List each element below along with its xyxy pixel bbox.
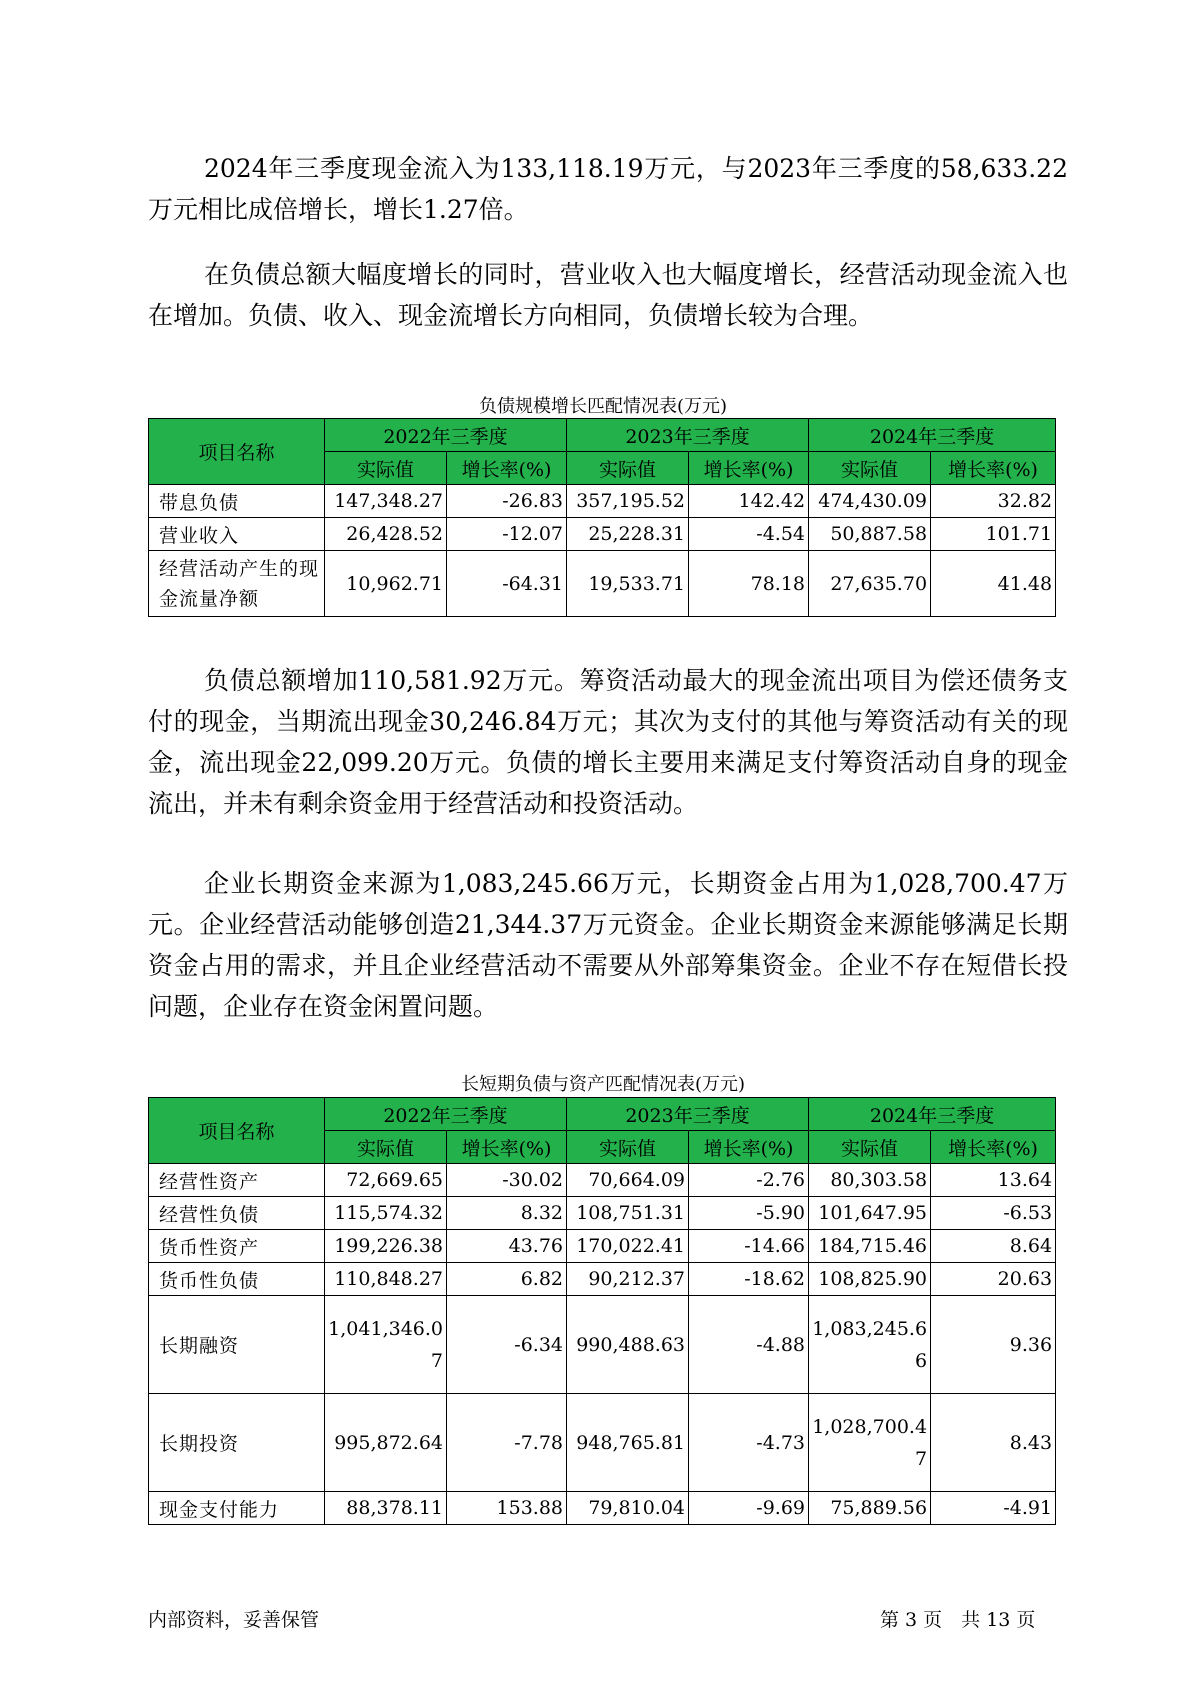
cell-value: 147,348.27 [325, 485, 447, 518]
paragraph-debt-growth: 在负债总额大幅度增长的同时，营业收入也大幅度增长，经营活动现金流入也在增加。负债、收入、现金流增长方向相同，负债增长较为合理。 [148, 260, 1068, 330]
cell-value: 50,887.58 [809, 518, 931, 551]
actual-value-header: 实际值 [567, 452, 689, 485]
cell-value: -9.69 [689, 1492, 809, 1525]
table-row [149, 1263, 1056, 1296]
cell-value: 88,378.11 [325, 1492, 447, 1525]
cell-value: 43.76 [447, 1230, 567, 1263]
cell-value: -2.76 [689, 1164, 809, 1197]
row-label: 长期融资 [149, 1296, 325, 1394]
cell-value: 20.63 [931, 1263, 1056, 1296]
table1-caption: 负债规模增长匹配情况表(万元) [478, 396, 728, 417]
cell-value: 80,303.58 [809, 1164, 931, 1197]
cell-value: 72,669.65 [325, 1164, 447, 1197]
period-header-2023: 2023年三季度 [567, 1098, 809, 1131]
growth-rate-header: 增长率(%) [689, 452, 809, 485]
cell-value: 26,428.52 [325, 518, 447, 551]
cell-value: -5.90 [689, 1197, 809, 1230]
cell-value: 1,083,245.66 [809, 1296, 931, 1394]
cell-value: 115,574.32 [325, 1197, 447, 1230]
table-row [149, 1164, 1056, 1197]
row-label: 经营性资产 [149, 1164, 325, 1197]
cell-value: -4.73 [689, 1394, 809, 1492]
cell-value: -4.88 [689, 1296, 809, 1394]
paragraph-debt-increase: 负债总额增加110,581.92万元。筹资活动最大的现金流出项目为偿还债务支付的现金，当期流出现金30,246.84万元；其次为支付的其他与筹资活动有关的现金，流出现金22,099.20万元。负债的增长主要用来满足支付筹资活动自身的现金流出，并未有剩余资金用于经营活动和投资活动。 [148, 666, 1068, 818]
actual-value-header: 实际值 [567, 1131, 689, 1164]
cell-value: -6.53 [931, 1197, 1056, 1230]
cell-value: 9.36 [931, 1296, 1056, 1394]
table-row [149, 485, 1056, 518]
cell-value: 8.64 [931, 1230, 1056, 1263]
cell-value: 70,664.09 [567, 1164, 689, 1197]
cell-value: 10,962.71 [325, 551, 447, 617]
cell-value: 142.42 [689, 485, 809, 518]
cell-value: 75,889.56 [809, 1492, 931, 1525]
cell-value: 79,810.04 [567, 1492, 689, 1525]
growth-rate-header: 增长率(%) [689, 1131, 809, 1164]
cell-value: 25,228.31 [567, 518, 689, 551]
cell-value: 199,226.38 [325, 1230, 447, 1263]
cell-value: 13.64 [931, 1164, 1056, 1197]
table-row [149, 551, 1056, 617]
cell-value: 995,872.64 [325, 1394, 447, 1492]
cell-value: 990,488.63 [567, 1296, 689, 1394]
cell-value: -4.54 [689, 518, 809, 551]
cell-value: -7.78 [447, 1394, 567, 1492]
cell-value: 8.32 [447, 1197, 567, 1230]
period-header-2022: 2022年三季度 [325, 419, 567, 452]
cell-value: 101,647.95 [809, 1197, 931, 1230]
cell-value: -12.07 [447, 518, 567, 551]
actual-value-header: 实际值 [325, 452, 447, 485]
growth-rate-header: 增长率(%) [447, 452, 567, 485]
row-label: 经营性负债 [149, 1197, 325, 1230]
cell-value: 948,765.81 [567, 1394, 689, 1492]
row-label: 长期投资 [149, 1394, 325, 1492]
long-short-match-table [148, 1097, 1056, 1525]
cell-value: -64.31 [447, 551, 567, 617]
cell-value: 108,825.90 [809, 1263, 931, 1296]
cell-value: 1,041,346.07 [325, 1296, 447, 1394]
cell-value: -30.02 [447, 1164, 567, 1197]
cell-value: 32.82 [931, 485, 1056, 518]
cell-value: 474,430.09 [809, 485, 931, 518]
row-label: 带息负债 [149, 485, 325, 518]
period-header-2024: 2024年三季度 [809, 419, 1056, 452]
cell-value: 170,022.41 [567, 1230, 689, 1263]
cell-value: 8.43 [931, 1394, 1056, 1492]
cell-value: 357,195.52 [567, 485, 689, 518]
cell-value: -18.62 [689, 1263, 809, 1296]
actual-value-header: 实际值 [809, 452, 931, 485]
cell-value: -26.83 [447, 485, 567, 518]
debt-scale-table [148, 418, 1056, 617]
row-label: 货币性资产 [149, 1230, 325, 1263]
period-header-2022: 2022年三季度 [325, 1098, 567, 1131]
cell-value: 1,028,700.47 [809, 1394, 931, 1492]
growth-rate-header: 增长率(%) [447, 1131, 567, 1164]
cell-value: 19,533.71 [567, 551, 689, 617]
cell-value: 6.82 [447, 1263, 567, 1296]
cell-value: 41.48 [931, 551, 1056, 617]
cell-value: 101.71 [931, 518, 1056, 551]
actual-value-header: 实际值 [325, 1131, 447, 1164]
cell-value: 108,751.31 [567, 1197, 689, 1230]
cell-value: -14.66 [689, 1230, 809, 1263]
table-row [149, 1197, 1056, 1230]
paragraph-long-term-funds: 企业长期资金来源为1,083,245.66万元，长期资金占用为1,028,700.47万元。企业经营活动能够创造21,344.37万元资金。企业长期资金来源能够满足长期资金占用的需求，并且企业经营活动不需要从外部筹集资金。企业不存在短借长投问题，企业存在资金闲置问题。 [148, 869, 1068, 1021]
table-row [149, 1230, 1056, 1263]
item-name-header: 项目名称 [149, 1098, 325, 1164]
table-row [149, 518, 1056, 551]
table2-caption: 长短期负债与资产匹配情况表(万元) [460, 1074, 746, 1095]
cell-value: 184,715.46 [809, 1230, 931, 1263]
period-header-2023: 2023年三季度 [567, 419, 809, 452]
cell-value: 153.88 [447, 1492, 567, 1525]
row-label: 货币性负债 [149, 1263, 325, 1296]
table-row [149, 1296, 1056, 1394]
cell-value: -4.91 [931, 1492, 1056, 1525]
period-header-2024: 2024年三季度 [809, 1098, 1056, 1131]
cell-value: 110,848.27 [325, 1263, 447, 1296]
table-row [149, 1492, 1056, 1525]
cell-value: -6.34 [447, 1296, 567, 1394]
actual-value-header: 实际值 [809, 1131, 931, 1164]
row-label: 现金支付能力 [149, 1492, 325, 1525]
table-row [149, 1394, 1056, 1492]
cell-value: 78.18 [689, 551, 809, 617]
footer-confidential-note: 内部资料，妥善保管 [148, 1609, 320, 1631]
growth-rate-header: 增长率(%) [931, 452, 1056, 485]
row-label: 营业收入 [149, 518, 325, 551]
growth-rate-header: 增长率(%) [931, 1131, 1056, 1164]
cell-value: 27,635.70 [809, 551, 931, 617]
cell-value: 90,212.37 [567, 1263, 689, 1296]
footer-page-number: 第 3 页 共 13 页 [880, 1609, 1036, 1631]
paragraph-cashflow: 2024年三季度现金流入为133,118.19万元，与2023年三季度的58,633.22万元相比成倍增长，增长1.27倍。 [148, 154, 1068, 224]
item-name-header: 项目名称 [149, 419, 325, 485]
row-label: 经营活动产生的现金流量净额 [149, 551, 325, 617]
